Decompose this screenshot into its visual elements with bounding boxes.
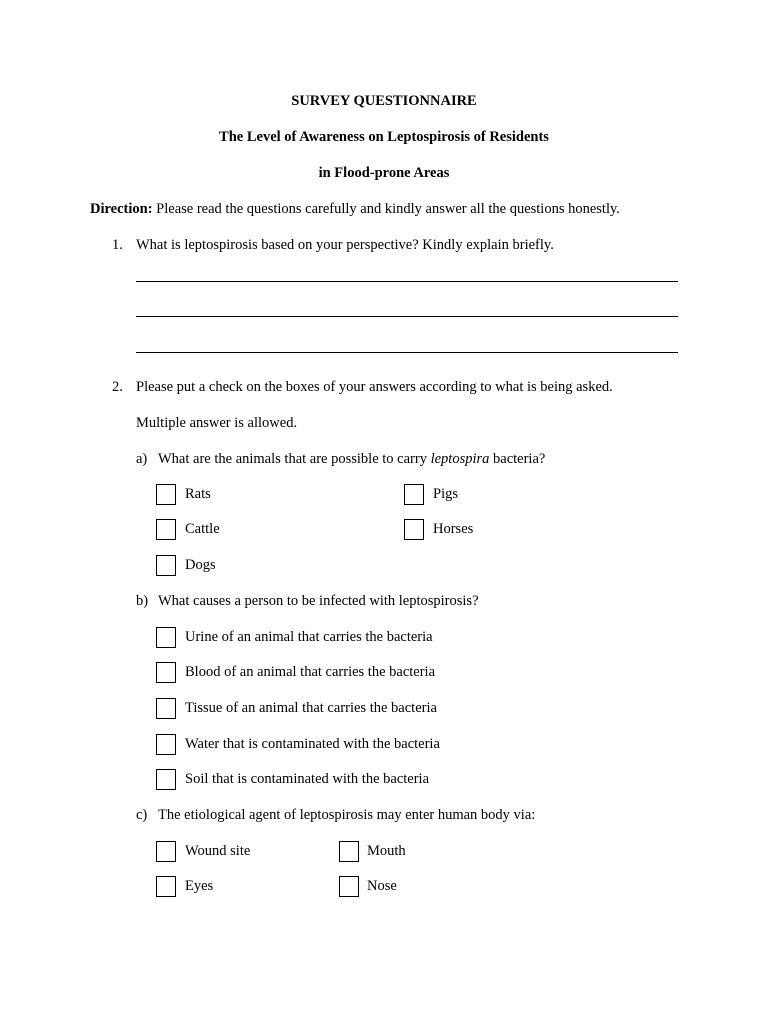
checkbox-mouth[interactable] <box>339 841 359 862</box>
direction-label: Direction: <box>90 201 153 217</box>
checkbox-water[interactable] <box>156 734 176 755</box>
direction <box>90 201 620 218</box>
q2b-letter: b) <box>136 593 149 609</box>
q2a-text-italic: leptospira <box>430 451 490 467</box>
q1-answer-line-1[interactable] <box>136 281 678 283</box>
q2c-text: The etiological agent of leptospirosis may enter human body via: <box>158 807 536 823</box>
option-horses: Horses <box>433 521 474 537</box>
option-eyes: Eyes <box>185 878 214 894</box>
survey-subtitle-line1: The Level of Awareness on Leptospirosis of Residents <box>219 129 549 145</box>
survey-subtitle-line2: in Flood-prone Areas <box>318 165 450 181</box>
option-wound-site: Wound site <box>185 843 251 859</box>
option-blood: Blood of an animal that carries the bacteria <box>185 664 436 680</box>
q2-text: Please put a check on the boxes of your answers according to what is being asked. <box>136 379 613 395</box>
option-mouth: Mouth <box>367 843 406 859</box>
option-pigs: Pigs <box>433 486 458 502</box>
q2a-letter: a) <box>136 451 148 467</box>
checkbox-horses[interactable] <box>404 519 424 540</box>
checkbox-nose[interactable] <box>339 876 359 897</box>
option-cattle: Cattle <box>185 521 220 537</box>
q1-answer-line-2[interactable] <box>136 316 678 318</box>
checkbox-rats[interactable] <box>156 484 176 505</box>
q2c-letter: c) <box>136 807 148 823</box>
checkbox-blood[interactable] <box>156 662 176 683</box>
q1-number: 1. <box>112 237 123 253</box>
checkbox-dogs[interactable] <box>156 555 176 576</box>
q2a-text-before: What are the animals that are possible to carry <box>158 451 431 467</box>
q2-number: 2. <box>112 379 123 395</box>
checkbox-pigs[interactable] <box>404 484 424 505</box>
option-urine: Urine of an animal that carries the bacteria <box>185 629 433 645</box>
q2b-text: What causes a person to be infected with leptospirosis? <box>158 593 479 609</box>
checkbox-wound-site[interactable] <box>156 841 176 862</box>
q2a-text-after: bacteria? <box>489 451 546 467</box>
survey-title: SURVEY QUESTIONNAIRE <box>291 93 477 109</box>
option-soil: Soil that is contaminated with the bacteria <box>185 771 430 787</box>
q1-text: What is leptospirosis based on your perspective? Kindly explain briefly. <box>136 237 554 253</box>
q1-answer-line-3[interactable] <box>136 352 678 354</box>
option-tissue: Tissue of an animal that carries the bacteria <box>185 700 437 716</box>
q2a-text <box>158 451 545 468</box>
option-dogs: Dogs <box>185 557 216 573</box>
option-water: Water that is contaminated with the bacteria <box>185 736 440 752</box>
checkbox-cattle[interactable] <box>156 519 176 540</box>
option-nose: Nose <box>367 878 397 894</box>
checkbox-eyes[interactable] <box>156 876 176 897</box>
q2-note: Multiple answer is allowed. <box>136 415 298 431</box>
checkbox-urine[interactable] <box>156 627 176 648</box>
checkbox-soil[interactable] <box>156 769 176 790</box>
direction-text: Please read the questions carefully and kindly answer all the questions honestly. <box>152 201 620 217</box>
option-rats: Rats <box>185 486 211 502</box>
checkbox-tissue[interactable] <box>156 698 176 719</box>
